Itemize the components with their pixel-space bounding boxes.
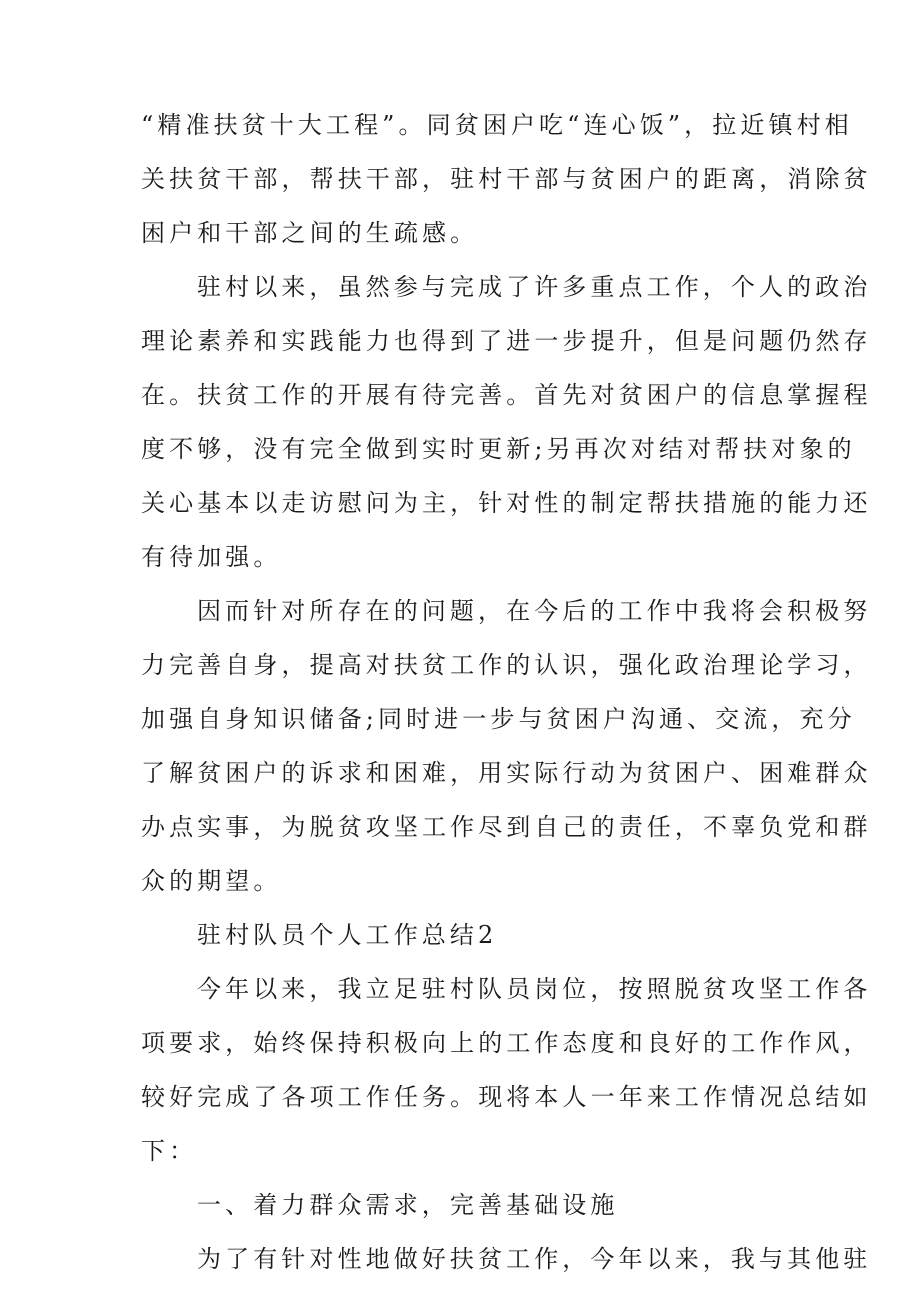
paragraph-line: 项要求，始终保持积极向上的工作态度和良好的工作作风， (141, 1029, 872, 1057)
paragraph-line: 度不够，没有完全做到实时更新;另再次对结对帮扶对象的 (141, 435, 856, 463)
subsection-heading: 一、着力群众需求，完善基础设施 (197, 1191, 619, 1219)
paragraph-line: 有待加强。 (141, 543, 282, 571)
paragraph-line: 困户和干部之间的生疏感。 (141, 219, 479, 247)
paragraph-line: 关扶贫干部，帮扶干部，驻村干部与贫困户的距离，消除贫 (141, 165, 872, 193)
paragraph-line: 关心基本以走访慰问为主，针对性的制定帮扶措施的能力还 (141, 489, 872, 517)
paragraph-line: 了解贫困户的诉求和困难，用实际行动为贫困户、困难群众 (141, 759, 872, 787)
paragraph-line: 众的期望。 (141, 867, 282, 895)
paragraph-line: 较好完成了各项工作任务。现将本人一年来工作情况总结如 (141, 1083, 872, 1111)
paragraph-line: 办点实事，为脱贫攻坚工作尽到自己的责任，不辜负党和群 (141, 813, 872, 841)
paragraph-line: 力完善自身，提高对扶贫工作的认识，强化政治理论学习， (141, 651, 872, 679)
paragraph-line: 在。扶贫工作的开展有待完善。首先对贫困户的信息掌握程 (141, 381, 872, 409)
paragraph-line: “精准扶贫十大工程”。同贫困户吃“连心饭”，拉近镇村相 (141, 111, 853, 139)
document-body (141, 98, 872, 1286)
paragraph-line: 驻村以来，虽然参与完成了许多重点工作，个人的政治 (197, 273, 872, 301)
paragraph-line: 为了有针对性地做好扶贫工作，今年以来，我与其他驻 (197, 1245, 872, 1273)
paragraph-line: 理论素养和实践能力也得到了进一步提升，但是问题仍然存 (141, 327, 872, 355)
paragraph-line: 今年以来，我立足驻村队员岗位，按照脱贫攻坚工作各 (197, 975, 872, 1003)
paragraph-line: 因而针对所存在的问题，在今后的工作中我将会积极努 (197, 597, 872, 625)
paragraph-line: 加强自身知识储备;同时进一步与贫困户沟通、交流，充分 (141, 705, 856, 733)
paragraph-line: 下： (141, 1137, 198, 1165)
section-title: 驻村队员个人工作总结2 (197, 921, 498, 949)
